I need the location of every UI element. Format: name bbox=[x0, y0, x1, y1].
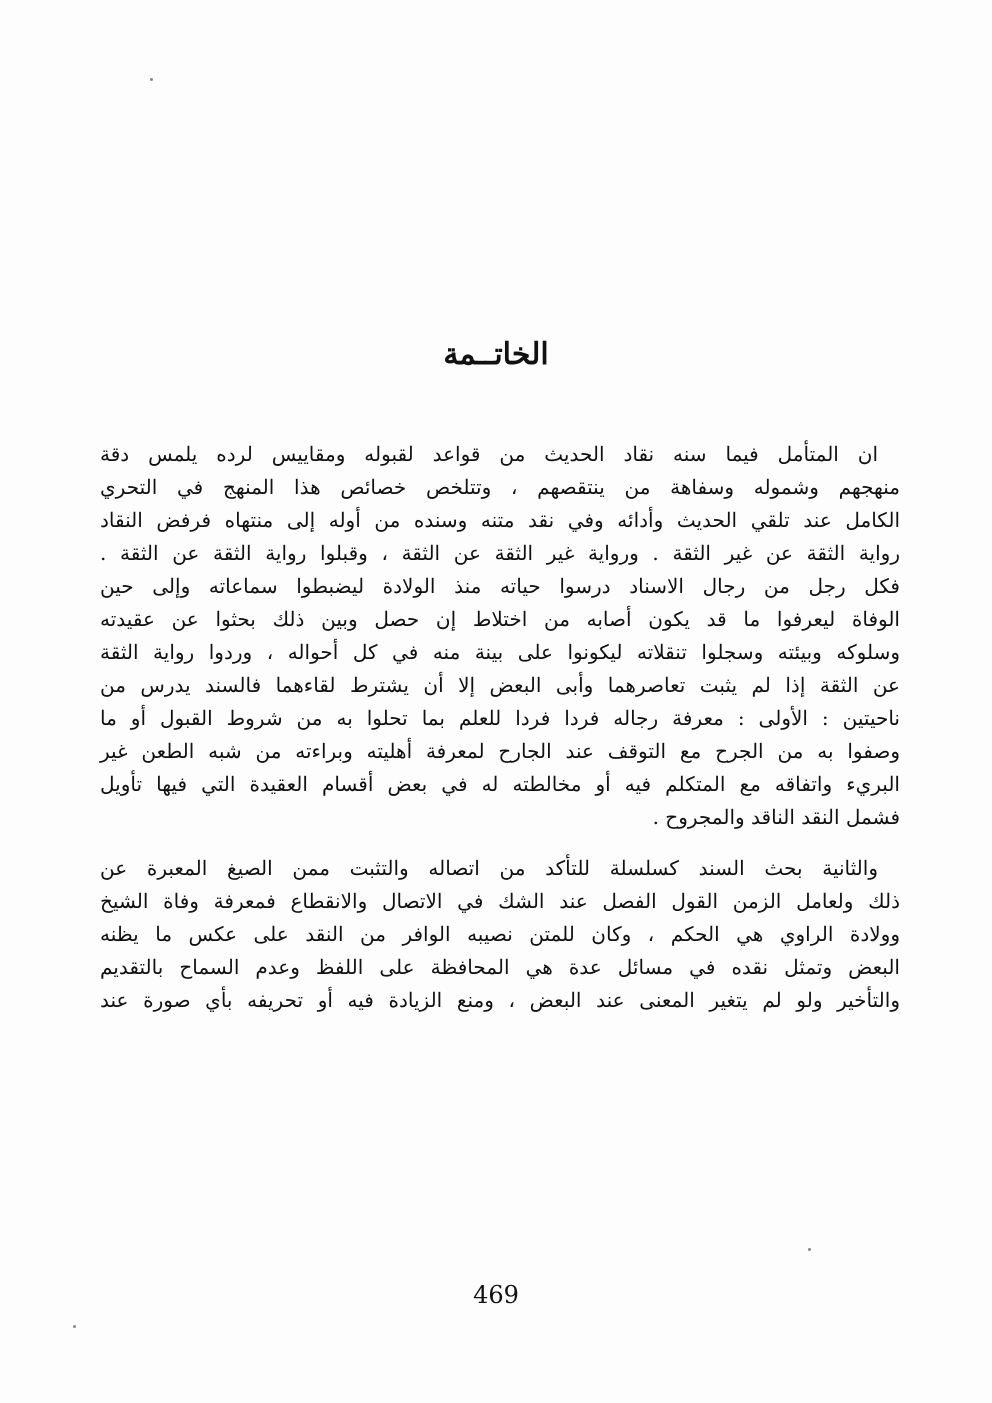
text-line: رواية الثقة عن غير الثقة . ورواية غير الثقة عن الثقة ، وقبلوا رواية الثقة عن الثقة . bbox=[100, 541, 900, 565]
text-line: البعض وتمثل نقده في مسائل عدة هي المحافظة على اللفظ وعدم السماح بالتقديم bbox=[100, 955, 900, 979]
text-line: ذلك ولعامل الزمن القول الفصل عند الشك في الاتصال والانقطاع فمعرفة وفاة الشيخ bbox=[100, 889, 900, 913]
scan-speck bbox=[150, 78, 153, 81]
paragraph-2 bbox=[100, 852, 900, 1017]
text-line: الكامل عند تلقي الحديث وأدائه وفي نقد متنه وسنده من أوله إلى منتهاه فرفض النقاد bbox=[100, 508, 900, 532]
body-text bbox=[100, 438, 900, 1017]
text-line: ناحيتين : الأولى : معرفة رجاله فردا فردا للعلم بما تحلوا به من شروط القبول أو ما bbox=[100, 706, 900, 730]
section-title: الخاتــمة bbox=[443, 337, 549, 372]
text-line: وولادة الراوي هي الحكم ، وكان للمتن نصيبه الوافر من النقد على عكس ما يظنه bbox=[100, 922, 900, 946]
text-line: وصفوا به من الجرح مع التوقف عند الجارح لمعرفة أهليته وبراءته من شبه الطعن غير bbox=[100, 739, 900, 763]
text-line: البريء واتفاقه مع المتكلم فيه أو مخالطته له في بعض أقسام العقيدة التي فيها تأويل bbox=[100, 772, 900, 796]
paragraph-gap bbox=[100, 834, 900, 852]
paragraph-1 bbox=[100, 438, 900, 834]
scan-speck bbox=[808, 1248, 811, 1251]
text-line: ان المتأمل فيما سنه نقاد الحديث من قواعد لقبوله ومقاييس لرده يلمس دقة bbox=[100, 442, 878, 466]
text-line: فكل رجل من رجال الاسناد درسوا حياته منذ الولادة ليضبطوا سماعاته وإلى حين bbox=[100, 574, 900, 598]
text-line: والثانية بحث السند كسلسلة للتأكد من اتصاله والتثبت ممن الصيغ المعبرة عن bbox=[100, 856, 878, 880]
text-line: فشمل النقد الناقد والمجروح . bbox=[652, 805, 900, 829]
text-line: وسلوكه وبيئته وسجلوا تنقلاته ليكونوا على بينة منه في كل أحواله ، وردوا رواية الثقة bbox=[100, 640, 900, 664]
page-number: 469 bbox=[473, 1281, 519, 1309]
text-line: عن الثقة إذا لم يثبت تعاصرهما وأبى البعض إلا أن يشترط لقاءهما فالسند يدرس من bbox=[100, 673, 900, 697]
text-line: والتأخير ولو لم يتغير المعنى عند البعض ، ومنع الزيادة فيه أو تحريفه بأي صورة عند bbox=[100, 988, 900, 1012]
text-line: منهجهم وشموله وسفاهة من ينتقصهم ، وتتلخص خصائص هذا المنهج في التحري bbox=[100, 475, 900, 499]
scan-speck bbox=[73, 1325, 76, 1328]
text-line: الوفاة ليعرفوا ما قد يكون أصابه من اختلاط إن حصل وبين ذلك بحثوا عن عقيدته bbox=[100, 607, 900, 631]
